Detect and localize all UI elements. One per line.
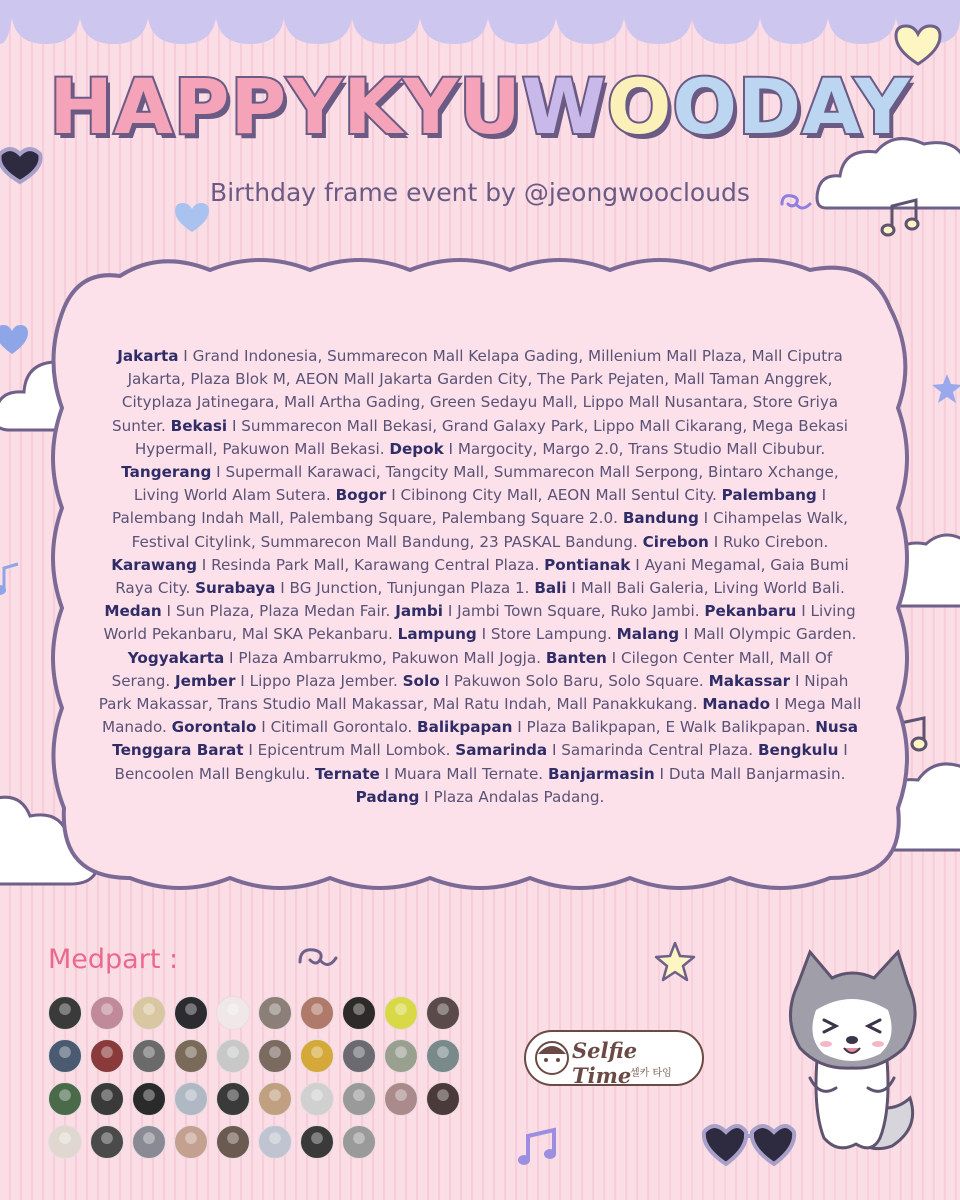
venue-list: Pakuwon Solo Baru, Solo Square.: [453, 671, 704, 690]
city-name: Tangerang: [121, 463, 212, 482]
medpart-avatar: [174, 1125, 208, 1159]
separator: I: [224, 648, 239, 667]
medpart-label: Medpart :: [48, 944, 179, 975]
medpart-avatar: [90, 1125, 124, 1159]
city-name: Jambi: [395, 602, 443, 621]
medpart-avatar: [426, 1082, 460, 1116]
separator: I: [211, 463, 226, 482]
title-part: DAY: [737, 62, 911, 151]
venue-list: Jambi Town Square, Ruko Jambi.: [457, 602, 700, 621]
separator: I: [606, 648, 621, 667]
wolf-mascot-icon: [780, 948, 930, 1160]
medpart-avatar: [174, 1039, 208, 1073]
venue-list: Cilegon Center Mall, Mall Of Serang.: [111, 648, 833, 690]
venue-list: Plaza Balikpapan, E Walk Balikpapan.: [526, 718, 811, 737]
sponsor-logo-text: Selfie Time: [572, 1038, 638, 1088]
medpart-avatar: [384, 996, 418, 1030]
medpart-avatar: [48, 1125, 82, 1159]
medpart-avatar: [48, 996, 82, 1030]
medpart-avatar: [90, 1039, 124, 1073]
venue-list: Muara Mall Ternate.: [393, 764, 544, 783]
locations-text: [98, 345, 862, 809]
title-part: O: [672, 62, 738, 151]
medpart-avatar: [258, 1082, 292, 1116]
scalloped-top-border: [0, 0, 960, 50]
separator: I: [235, 671, 250, 690]
venue-list: Mall Bali Galeria, Living World Bali.: [580, 579, 845, 598]
medpart-avatar: [300, 1082, 334, 1116]
city-name: Balikpapan: [417, 718, 513, 737]
city-name: Makassar: [708, 671, 791, 690]
city-name: Bali: [534, 579, 567, 598]
venue-list: Mega Mall Manado.: [101, 695, 862, 737]
separator: I: [379, 764, 394, 783]
separator: I: [386, 486, 401, 505]
separator: I: [256, 718, 271, 737]
separator: I: [443, 439, 458, 458]
city-name: Depok: [389, 439, 444, 458]
medpart-avatar: [132, 1125, 166, 1159]
city-name: Bogor: [335, 486, 387, 505]
separator: I: [816, 486, 827, 505]
medpart-avatar: [90, 996, 124, 1030]
city-name: Banjarmasin: [547, 764, 655, 783]
medpart-avatar: [216, 996, 250, 1030]
separator: I: [770, 695, 785, 714]
venue-list: Supermall Karawaci, Tangcity Mall, Summarecon Mall Serpong, Bintaro Xchange, Living World Alam Sutera.: [133, 463, 839, 505]
medpart-avatar: [48, 1039, 82, 1073]
medpart-avatar: [300, 1125, 334, 1159]
city-name: Bandung: [622, 509, 699, 528]
title-part: W: [521, 62, 607, 151]
music-note-icon: [0, 560, 22, 600]
title-part: O: [606, 62, 673, 151]
venue-list: Citimall Gorontalo.: [270, 718, 413, 737]
city-name: Banten: [545, 648, 607, 667]
medpart-avatar: [426, 1039, 460, 1073]
title-part: KYU: [343, 62, 522, 151]
medpart-avatar: [342, 1082, 376, 1116]
star-icon: [930, 372, 960, 406]
venue-list: Mall Olympic Garden.: [693, 625, 857, 644]
medpart-avatar: [300, 996, 334, 1030]
selfie-time-logo: [524, 1030, 704, 1086]
separator: I: [196, 555, 212, 574]
city-name: Bengkulu: [757, 741, 839, 760]
medpart-avatar: [384, 1039, 418, 1073]
separator: I: [566, 579, 581, 598]
venue-list: Plaza Andalas Padang.: [433, 787, 605, 806]
venue-list: BG Junction, Tunjungan Plaza 1.: [289, 579, 530, 598]
separator: I: [243, 741, 258, 760]
title-part: HAPPY: [49, 62, 344, 151]
medpart-avatar: [216, 1039, 250, 1073]
venue-list: Living World Pekanbaru, Mal SKA Pekanbaru.: [103, 602, 856, 644]
city-name: Bekasi: [170, 416, 228, 435]
page-title: [0, 62, 960, 151]
separator: I: [708, 532, 724, 551]
separator: I: [512, 718, 527, 737]
medpart-avatar: [342, 1039, 376, 1073]
separator: I: [630, 555, 645, 574]
music-note-icon: [514, 1126, 562, 1172]
swirl-icon: [296, 942, 340, 974]
medpart-avatar: [258, 1039, 292, 1073]
medpart-avatar: [132, 1082, 166, 1116]
venue-list: Margocity, Margo 2.0, Trans Studio Mall Cibubur.: [457, 439, 826, 458]
separator: I: [227, 416, 242, 435]
separator: I: [547, 741, 562, 760]
city-name: Medan: [104, 602, 162, 621]
medpart-avatar: [342, 996, 376, 1030]
venue-list: Nipah Park Makassar, Trans Studio Mall Makassar, Mal Ratu Indah, Mall Panakkukang.: [98, 671, 849, 714]
city-name: Jember: [175, 671, 236, 690]
venue-list: Plaza Ambarrukmo, Pakuwon Mall Jogja.: [238, 648, 541, 667]
city-name: Karawang: [111, 555, 197, 574]
medpart-avatar: [258, 1125, 292, 1159]
separator: I: [654, 764, 669, 783]
separator: I: [161, 602, 176, 621]
separator: I: [476, 625, 491, 644]
medpart-avatar: [216, 1082, 250, 1116]
medpart-avatar-grid: [48, 996, 468, 1159]
venue-list: Cibinong City Mall, AEON Mall Sentul City.: [400, 486, 717, 505]
separator: I: [439, 671, 454, 690]
venue-list: Cihampelas Walk, Festival Citylink, Summarecon Mall Bandung, 23 PASKAL Bandung.: [131, 509, 848, 551]
venue-list: Grand Indonesia, Summarecon Mall Kelapa Gading, Millenium Mall Plaza, Mall Ciputra Jakarta, Plaza Blok M, AEON Mall Jakarta Garden City, The Park Pejaten, Mall Taman Anggrek, Cityplaza Jatinegara, Mall Artha Gading, Green Sedayu Mall, Lippo Mall Nusantara, Store Griya Sunter.: [111, 347, 843, 435]
medpart-avatar: [48, 1082, 82, 1116]
separator: I: [790, 671, 805, 690]
medpart-avatar: [132, 1039, 166, 1073]
city-name: Palembang: [721, 486, 817, 505]
medpart-avatar: [342, 1125, 376, 1159]
venue-list: Palembang Indah Mall, Palembang Square, Palembang Square 2.0.: [112, 509, 618, 528]
venue-list: Epicentrum Mall Lombok.: [257, 741, 451, 760]
city-name: Lampung: [397, 625, 477, 644]
medpart-avatar: [300, 1039, 334, 1073]
venue-list: Duta Mall Banjarmasin.: [668, 764, 846, 783]
city-name: Nusa Tenggara Barat: [112, 718, 859, 760]
city-name: Ternate: [315, 764, 380, 783]
venue-list: Bencoolen Mall Bengkulu.: [114, 764, 311, 783]
star-icon: [652, 940, 698, 984]
city-name: Samarinda: [455, 741, 548, 760]
city-name: Solo: [402, 671, 440, 690]
city-name: Cirebon: [642, 532, 709, 551]
medpart-avatar: [426, 996, 460, 1030]
medpart-avatar: [216, 1125, 250, 1159]
face-icon: [532, 1038, 572, 1078]
venue-list: Ruko Cirebon.: [723, 532, 829, 551]
city-name: Surabaya: [195, 579, 276, 598]
medpart-avatar: [174, 996, 208, 1030]
sponsor-logo-subtext: 셀카 타임: [630, 1068, 672, 1079]
venue-list: Samarinda Central Plaza.: [561, 741, 754, 760]
separator: I: [275, 579, 290, 598]
city-name: Yogyakarta: [127, 648, 225, 667]
city-name: Manado: [702, 695, 771, 714]
venue-list: Ayani Megamal, Gaia Bumi Raya City.: [115, 555, 849, 598]
separator: I: [679, 625, 694, 644]
city-name: Gorontalo: [171, 718, 257, 737]
medpart-avatar: [132, 996, 166, 1030]
city-name: Padang: [355, 787, 420, 806]
venue-list: Store Lampung.: [490, 625, 612, 644]
separator: I: [698, 509, 713, 528]
separator: I: [796, 602, 811, 621]
separator: I: [838, 741, 848, 760]
venue-list: Resinda Park Mall, Karawang Central Plaza.: [211, 555, 540, 574]
medpart-avatar: [174, 1082, 208, 1116]
venue-list: Lippo Plaza Jember.: [249, 671, 398, 690]
separator: I: [178, 347, 193, 365]
heart-icon: [0, 322, 30, 358]
venue-list: Summarecon Mall Bekasi, Grand Galaxy Park, Lippo Mall Cikarang, Mega Bekasi Hypermall, Pakuwon Mall Bekasi.: [134, 416, 849, 458]
separator: I: [419, 787, 434, 806]
city-name: Malang: [616, 625, 680, 644]
medpart-avatar: [258, 996, 292, 1030]
medpart-avatar: [384, 1082, 418, 1116]
city-name: Jakarta: [117, 347, 179, 365]
city-name: Pekanbaru: [704, 602, 797, 621]
city-name: Pontianak: [544, 555, 631, 574]
separator: I: [443, 602, 458, 621]
medpart-avatar: [90, 1082, 124, 1116]
subtitle: Birthday frame event by @jeongwooclouds: [210, 178, 750, 207]
venue-list: Sun Plaza, Plaza Medan Fair.: [175, 602, 391, 621]
